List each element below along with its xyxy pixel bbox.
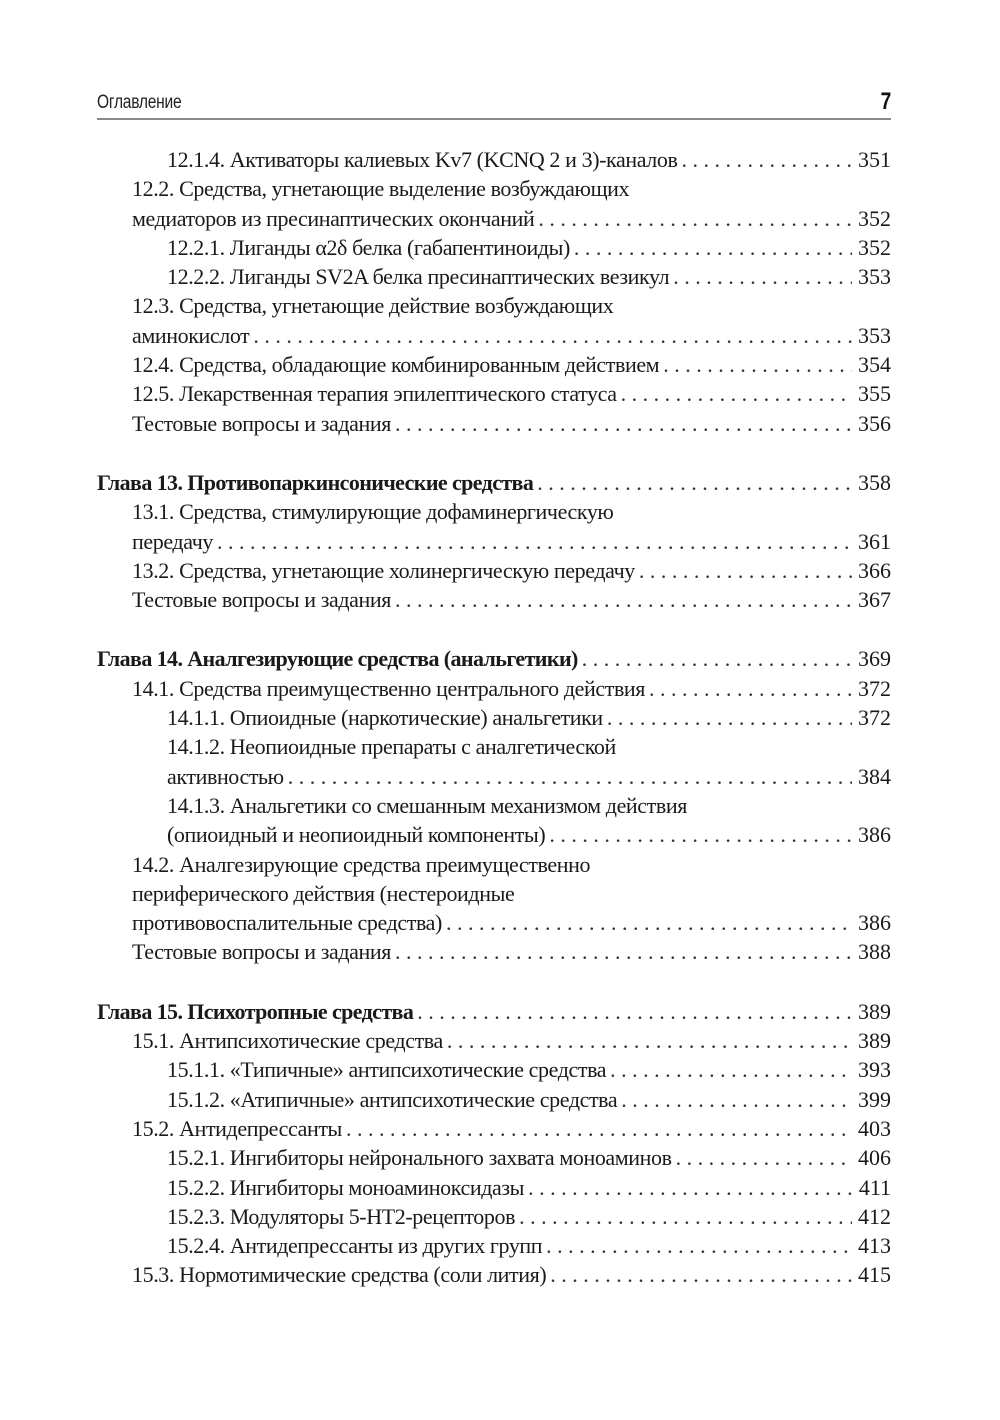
dot-leader [217,527,852,556]
toc-page-number: 415 [852,1260,891,1289]
toc-entry-title: 14.1.1. Опиоидные (наркотические) анальгетики [167,703,607,732]
toc-entry [97,233,891,262]
toc-entry-line [132,850,891,879]
toc-page-number: 393 [852,1055,891,1084]
dot-leader [537,468,852,497]
dot-leader [538,204,852,233]
dot-leader [395,409,852,438]
toc-entry-title: Глава 13. Противопаркинсонические средства [97,468,537,497]
toc-entry-line [132,908,891,937]
toc-entry [97,174,891,203]
toc-page-number: 367 [852,585,891,614]
toc-entry-title: 12.2.2. Лиганды SV2A белка пресинаптических везикул [167,262,673,291]
toc-entry-line [167,1231,891,1260]
dot-leader [346,1114,852,1143]
toc-page-number: 372 [852,674,891,703]
toc-page-number: 413 [852,1231,891,1260]
toc-entry [97,791,891,820]
toc-page-number: 369 [852,644,891,673]
toc-entry-title: Тестовые вопросы и задания [132,409,395,438]
dot-leader [621,1085,852,1114]
toc-entry-title: периферического действия (нестероидные [132,879,518,908]
toc-page-number: 389 [852,997,891,1026]
toc-entry-title: Глава 14. Аналгезирующие средства (анальгетики) [97,644,582,673]
toc-page-number: 384 [852,762,891,791]
toc-entry [97,850,891,879]
toc-entry-title: 12.3. Средства, угнетающие действие возбуждающих [132,291,617,320]
toc-entry-line [167,145,891,174]
toc-entry-title: 15.1.1. «Типичные» антипсихотические средства [167,1055,610,1084]
dot-leader [550,1260,852,1289]
toc-page-number: 351 [852,145,891,174]
dot-leader [574,233,852,262]
toc-entry [97,1055,891,1084]
toc-entry-title: 14.1.2. Неопиоидные препараты с аналгетической [167,732,620,761]
dot-leader [582,644,852,673]
toc-entry-line [132,674,891,703]
toc-entry-title: 15.2.4. Антидепрессанты из других групп [167,1231,546,1260]
toc-entry-line [167,1055,891,1084]
toc-entry [97,1143,891,1172]
toc-chapter-entry [97,644,891,673]
toc-entry-line [97,644,891,673]
toc-page-number: 361 [852,527,891,556]
toc-entry [97,321,891,350]
toc-entry-line [132,556,891,585]
toc-page-number: 353 [852,262,891,291]
toc-page-number: 411 [853,1173,891,1202]
toc-chapter-entry [97,997,891,1026]
toc-entry-line [132,174,891,203]
dot-leader [519,1202,852,1231]
table-of-contents [97,145,891,1290]
dot-leader [528,1173,853,1202]
toc-entry [97,497,891,526]
toc-entry-title: 15.1. Антипсихотические средства [132,1026,447,1055]
toc-entry-title: 12.2.1. Лиганды α2δ белка (габапентиноиды) [167,233,574,262]
toc-entry [97,732,891,761]
toc-entry-line [97,997,891,1026]
toc-entry-line [167,1173,891,1202]
dot-leader [621,379,852,408]
dot-leader [639,556,852,585]
toc-page-number: 412 [852,1202,891,1231]
toc-entry-line [132,585,891,614]
running-header [97,88,891,120]
toc-page-number: 388 [852,937,891,966]
toc-page-number: 358 [852,468,891,497]
toc-page-number: 356 [852,409,891,438]
dot-leader [417,997,852,1026]
header-page-number: 7 [880,88,891,115]
toc-entry-title: 13.2. Средства, угнетающие холинергическую передачу [132,556,639,585]
toc-entry [97,145,891,174]
dot-leader [447,1026,852,1055]
dot-leader [610,1055,852,1084]
toc-entry-title: активностью [167,762,288,791]
dot-leader [546,1231,852,1260]
toc-page-number: 355 [852,379,891,408]
toc-entry [97,1173,891,1202]
toc-entry-title: Тестовые вопросы и задания [132,585,395,614]
toc-entry-title: 15.2.2. Ингибиторы моноаминоксидазы [167,1173,528,1202]
toc-entry [97,674,891,703]
toc-entry-line [132,409,891,438]
toc-entry-title: аминокислот [132,321,253,350]
toc-entry-line [132,350,891,379]
toc-entry-line [97,468,891,497]
toc-page-number: 406 [852,1143,891,1172]
toc-entry [97,879,891,908]
toc-page-number: 352 [852,204,891,233]
toc-entry [97,262,891,291]
toc-entry-line [167,791,891,820]
dot-leader [663,350,852,379]
toc-entry-line [132,879,891,908]
toc-page-number: 399 [852,1085,891,1114]
toc-entry [97,1085,891,1114]
toc-entry [97,204,891,233]
toc-entry-title: 12.1.4. Активаторы калиевых Kv7 (KCNQ 2 и 3)-каналов [167,145,681,174]
toc-entry [97,1231,891,1260]
dot-leader [395,585,852,614]
toc-page-number: 354 [852,350,891,379]
dot-leader [607,703,852,732]
toc-page-number: 372 [852,703,891,732]
dot-leader [681,145,852,174]
toc-entry-line [132,1026,891,1055]
toc-entry [97,1260,891,1289]
toc-entry [97,556,891,585]
toc-entry [97,937,891,966]
toc-entry-line [167,820,891,849]
toc-entry-title: 15.2. Антидепрессанты [132,1114,346,1143]
toc-entry [97,350,891,379]
header-title: Оглавление [97,92,182,113]
toc-entry-line [132,379,891,408]
toc-entry [97,527,891,556]
toc-page-number: 353 [852,321,891,350]
toc-entry-title: противовоспалительные средства) [132,908,446,937]
dot-leader [673,262,852,291]
toc-entry [97,1114,891,1143]
toc-page-number: 389 [852,1026,891,1055]
toc-page-number: 386 [852,820,891,849]
toc-page-number: 386 [852,908,891,937]
dot-leader [649,674,852,703]
toc-entry-line [167,1143,891,1172]
toc-entry-title: 12.4. Средства, обладающие комбинированным действием [132,350,663,379]
toc-entry [97,908,891,937]
toc-page-number: 352 [852,233,891,262]
toc-chapter-entry [97,468,891,497]
dot-leader [288,762,852,791]
toc-page-number: 403 [852,1114,891,1143]
toc-entry [97,762,891,791]
toc-entry-title: 15.2.1. Ингибиторы нейронального захвата моноаминов [167,1143,676,1172]
toc-entry-title: 13.1. Средства, стимулирующие дофаминергическую [132,497,617,526]
toc-entry [97,585,891,614]
toc-entry-line [167,732,891,761]
dot-leader [676,1143,852,1172]
toc-entry-line [132,291,891,320]
toc-entry-title: 14.1.3. Анальгетики со смешанным механизмом действия [167,791,691,820]
toc-entry-line [132,1114,891,1143]
toc-page-number: 366 [852,556,891,585]
toc-entry-title: 12.2. Средства, угнетающие выделение возбуждающих [132,174,633,203]
toc-entry-line [132,497,891,526]
toc-entry-title: 14.1. Средства преимущественно центрального действия [132,674,649,703]
toc-entry-title: 15.1.2. «Атипичные» антипсихотические средства [167,1085,621,1114]
toc-entry [97,379,891,408]
toc-entry-title: передачу [132,527,217,556]
toc-entry-line [167,262,891,291]
toc-entry-line [132,527,891,556]
toc-entry-title: 15.3. Нормотимические средства (соли лития) [132,1260,550,1289]
dot-leader [395,937,852,966]
toc-entry-title: 14.2. Аналгезирующие средства преимущественно [132,850,594,879]
toc-entry [97,1202,891,1231]
toc-entry-title: Глава 15. Психотропные средства [97,997,417,1026]
toc-entry-title: медиаторов из пресинаптических окончаний [132,204,538,233]
toc-entry-title: Тестовые вопросы и задания [132,937,395,966]
toc-entry-title: 15.2.3. Модуляторы 5-НТ2-рецепторов [167,1202,519,1231]
toc-entry-line [167,233,891,262]
toc-entry [97,820,891,849]
toc-entry [97,291,891,320]
toc-entry-title: 12.5. Лекарственная терапия эпилептического статуса [132,379,621,408]
toc-entry-line [132,321,891,350]
dot-leader [446,908,852,937]
toc-entry-line [132,204,891,233]
toc-entry-line [167,1085,891,1114]
toc-entry-line [132,1260,891,1289]
dot-leader [549,820,852,849]
toc-entry [97,1026,891,1055]
toc-entry-line [167,703,891,732]
toc-entry [97,409,891,438]
toc-entry-line [167,762,891,791]
toc-entry-title: (опиоидный и неопиоидный компоненты) [167,820,549,849]
toc-entry-line [167,1202,891,1231]
dot-leader [253,321,852,350]
toc-entry [97,703,891,732]
toc-entry-line [132,937,891,966]
